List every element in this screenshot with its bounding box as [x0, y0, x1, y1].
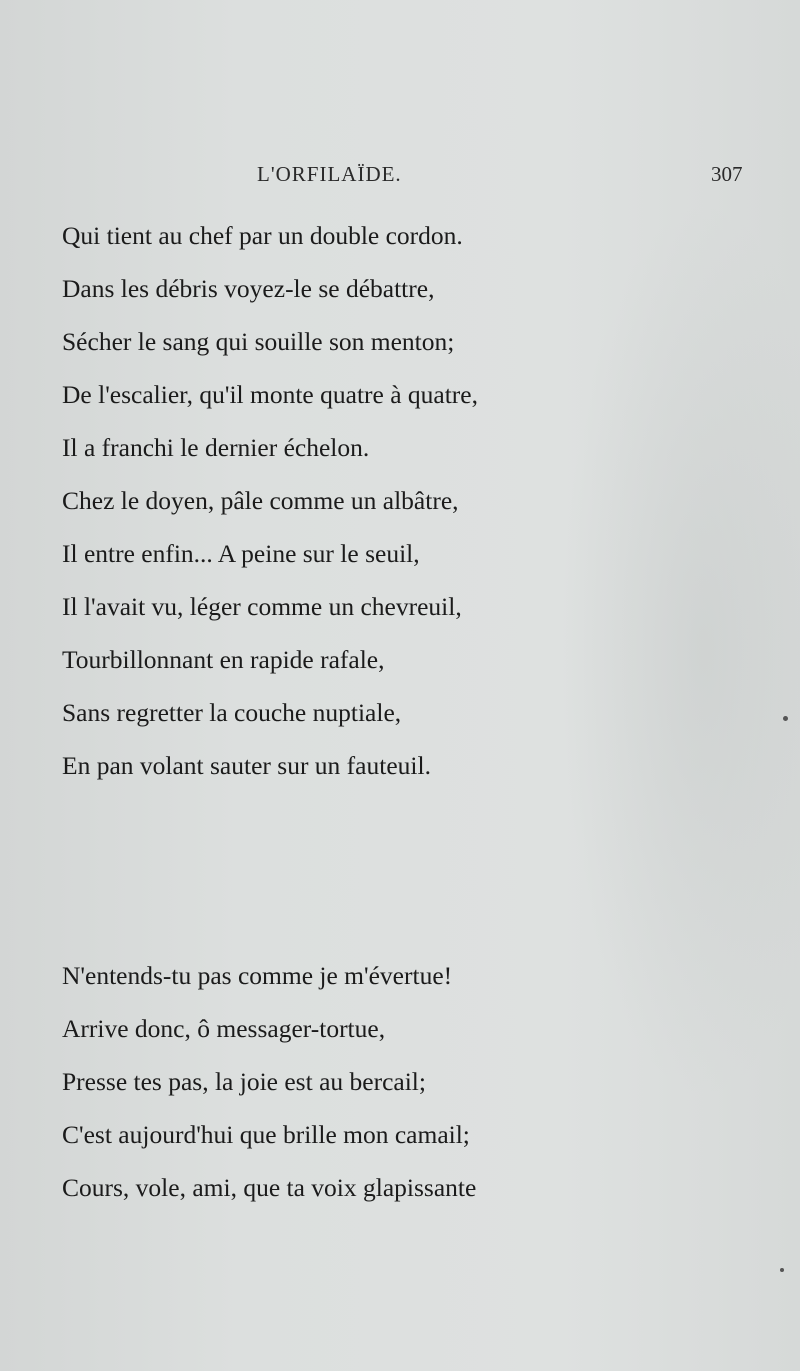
verse-line: Presse tes pas, la joie est au bercail;: [62, 1067, 426, 1096]
verse-line: Chez le doyen, pâle comme un albâtre,: [62, 486, 459, 515]
verse-line: Il entre enfin... A peine sur le seuil,: [62, 539, 420, 568]
verse-line: Cours, vole, ami, que ta voix glapissante: [62, 1173, 477, 1202]
verse-line: Il l'avait vu, léger comme un chevreuil,: [62, 592, 462, 621]
verse-line: Qui tient au chef par un double cordon.: [62, 221, 463, 250]
page-number: 307: [711, 162, 743, 186]
verse-line: C'est aujourd'hui que brille mon camail;: [62, 1120, 470, 1149]
verse-line: Arrive donc, ô messager-tortue,: [62, 1014, 386, 1043]
paper-speck: [783, 716, 788, 721]
show-through-text: [560, 200, 800, 1100]
verse-line: Tourbillonnant en rapide rafale,: [62, 645, 385, 674]
page-header: [0, 162, 800, 192]
verse-line: Sans regretter la couche nuptiale,: [62, 698, 402, 727]
paper-speck: [780, 1268, 784, 1272]
verse-line: Sécher le sang qui souille son menton;: [62, 327, 455, 356]
running-title: L'ORFILAÏDE.: [257, 162, 402, 186]
verse-line: Il a franchi le dernier échelon.: [62, 433, 370, 462]
verse-line: De l'escalier, qu'il monte quatre à quatre,: [62, 380, 478, 409]
verse-line: En pan volant sauter sur un fauteuil.: [62, 751, 431, 780]
verse-line: N'entends-tu pas comme je m'évertue!: [62, 961, 453, 990]
verse-line: Dans les débris voyez-le se débattre,: [62, 274, 435, 303]
